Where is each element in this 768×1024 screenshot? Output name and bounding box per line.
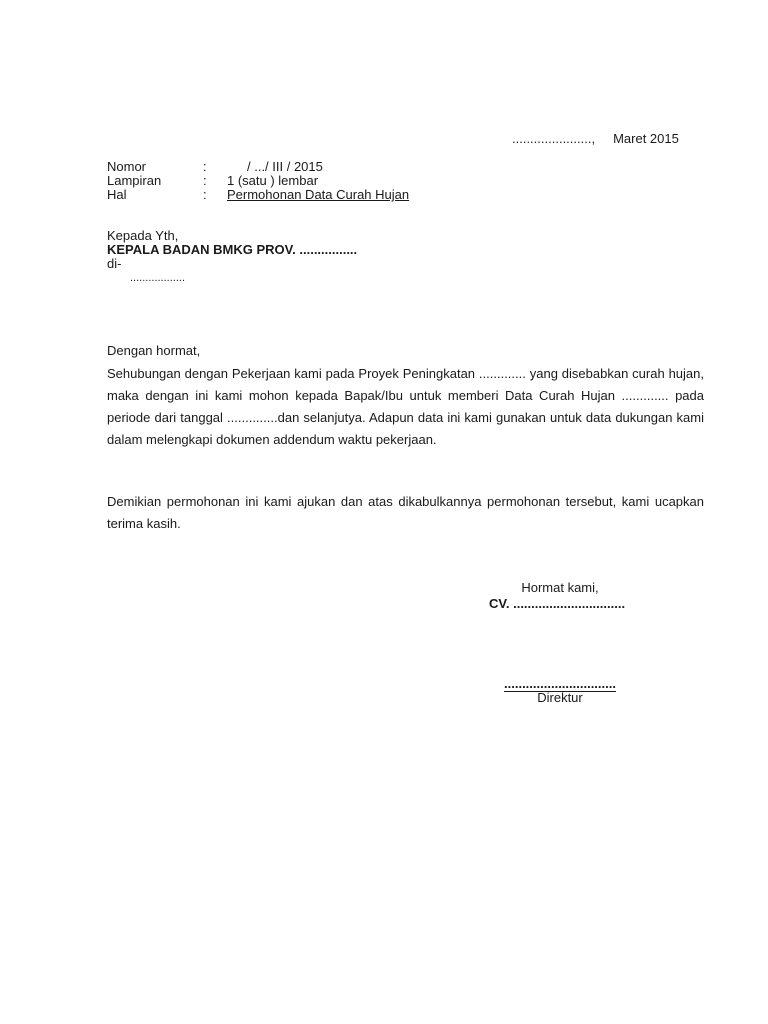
address-recipient: KEPALA BADAN BMKG PROV. ................ [107, 242, 358, 257]
letter-body [107, 343, 704, 535]
signature-name [480, 676, 640, 691]
date-place: ......................, [512, 131, 596, 146]
meta-row-hal [107, 188, 409, 202]
meta-value-lampiran: 1 (satu ) lembar [227, 173, 319, 188]
signature-name-text: ............................... [504, 676, 616, 691]
date-month-year: Maret 2015 [613, 131, 679, 146]
letter-address [107, 229, 357, 285]
body-greeting: Dengan hormat, [107, 343, 201, 358]
address-di: di- [107, 256, 122, 271]
meta-value-nomor: / .../ III / 2015 [247, 159, 323, 174]
meta-row-lampiran [107, 174, 409, 188]
signature-closing: Hormat kami, [521, 580, 599, 595]
meta-colon: : [203, 187, 207, 202]
body-paragraph-1: Sehubungan dengan Pekerjaan kami pada Proyek Peningkatan ............. yang disebabkan curah hujan, maka dengan ini kami mohon kepada Bapak/Ibu untuk memberi Data Curah Hujan ............. pada periode dari tanggal ..............dan selanjutya. Adapun data ini kami gunakan untuk data dukungan kami dalam melengkapi dokumen addendum waktu pekerjaan. [107, 366, 704, 447]
meta-colon: : [203, 159, 207, 174]
letter-date [512, 131, 704, 146]
meta-colon: : [203, 173, 207, 188]
meta-value-hal: Permohonan Data Curah Hujan [227, 187, 410, 202]
address-salutation: Kepada Yth, [107, 228, 179, 243]
meta-label-nomor: Nomor [107, 159, 147, 174]
meta-label-hal: Hal [107, 187, 127, 202]
letter-meta [107, 160, 409, 202]
body-paragraph-2: Demikian permohonan ini kami ajukan dan atas dikabulkannya permohonan tersebut, kami ucapkan terima kasih. [107, 494, 704, 531]
meta-row-nomor [107, 160, 409, 174]
signature-title: Direktur [537, 690, 583, 705]
signature-company: CV. ............................... [489, 596, 626, 611]
meta-label-lampiran: Lampiran [107, 173, 162, 188]
address-place: .................. [130, 272, 186, 284]
